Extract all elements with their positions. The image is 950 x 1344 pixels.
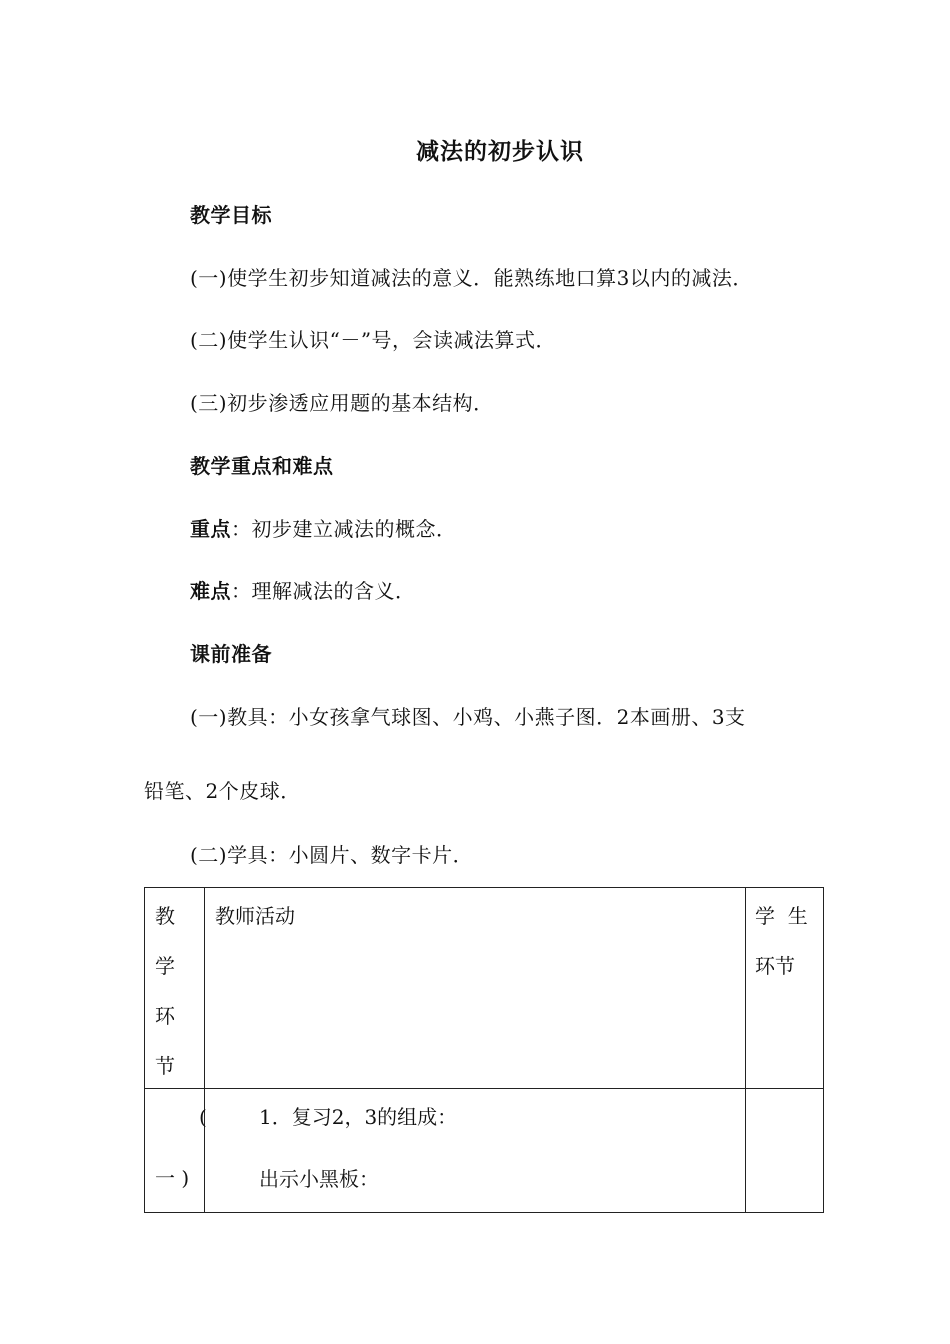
focus-label: 重点 (190, 517, 231, 541)
header-col1-char-4: 节 (155, 1054, 175, 1078)
row1-review-item: 1．复习2，3的组成： (259, 1105, 458, 1129)
key-points-heading: 教学重点和难点 (190, 454, 334, 478)
objective-item-3: (三)初步渗透应用题的基本结构． (190, 391, 494, 415)
header-col1-char-1: 教 (155, 904, 175, 928)
table-divider-col1 (204, 888, 205, 1212)
preparation-item-1-line-2: 铅笔、2个皮球． (144, 779, 301, 803)
preparation-heading: 课前准备 (190, 642, 272, 666)
row1-col1-bottom: 一 ) (155, 1166, 190, 1190)
document-title: 减法的初步认识 (416, 139, 584, 165)
header-student-line-1: 学 生 (755, 904, 808, 928)
header-teacher-activity: 教师活动 (215, 904, 295, 928)
header-col1-char-2: 学 (155, 954, 175, 978)
objective-item-2: (二)使学生认识“－”号，会读减法算式． (190, 328, 557, 352)
row1-col1-top: ( (199, 1105, 207, 1129)
header-col1-char-3: 环 (155, 1004, 175, 1028)
row1-show-blackboard: 出示小黑板： (259, 1167, 379, 1191)
focus-line (190, 516, 457, 542)
preparation-item-1-line-1: (一)教具：小女孩拿气球图、小鸡、小燕子图．2本画册、3支 (190, 705, 746, 729)
objectives-heading: 教学目标 (190, 203, 272, 227)
difficulty-text: ：理解减法的含义． (231, 579, 416, 603)
header-student-line-2: 环节 (755, 954, 795, 978)
focus-text: ：初步建立减法的概念． (231, 517, 457, 541)
difficulty-line (190, 578, 416, 604)
table-divider-row1 (145, 1088, 823, 1089)
difficulty-label: 难点 (190, 579, 231, 603)
preparation-item-2: (二)学具：小圆片、数字卡片． (190, 843, 474, 867)
table-divider-col2 (745, 888, 746, 1212)
objective-item-1: (一)使学生初步知道减法的意义．能熟练地口算3以内的减法． (190, 266, 753, 290)
lesson-table (144, 887, 824, 1213)
